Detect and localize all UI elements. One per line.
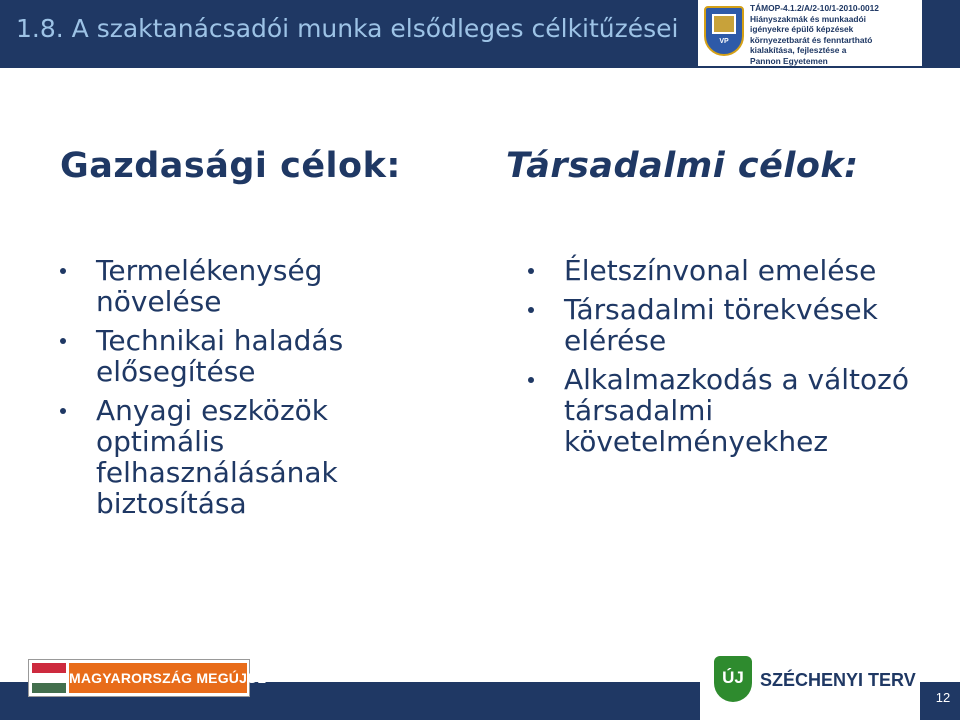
list-item <box>60 395 440 519</box>
uj-badge-icon <box>714 656 752 702</box>
list-item <box>528 255 948 286</box>
hungarian-flag-icon <box>32 663 66 693</box>
logo-left-text: MAGYARORSZÁG MEGÚJUL <box>69 663 247 693</box>
project-info-box <box>698 0 922 68</box>
list-item-text: Társadalmi törekvések elérése <box>564 293 878 357</box>
bullet-icon <box>60 338 66 344</box>
bullet-icon <box>528 377 534 383</box>
bullet-icon <box>528 307 534 313</box>
list-item-text: Termelékenység növelése <box>96 254 323 318</box>
economic-goals-heading: Gazdasági célok: <box>60 146 401 186</box>
project-line: TÁMOP-4.1.2/A/2-10/1-2010-0012 <box>750 3 879 13</box>
project-line: kialakítása, fejlesztése a <box>750 45 847 56</box>
social-goals-list <box>528 255 948 465</box>
list-item <box>528 294 948 356</box>
slide-title: 1.8. A szaktanácsadói munka elsődleges célkitűzései <box>16 14 679 43</box>
project-line: Pannon Egyetemen <box>750 55 828 66</box>
list-item <box>528 364 948 457</box>
economic-goals-list <box>60 255 440 527</box>
university-crest-icon <box>704 6 744 56</box>
social-goals-heading: Társadalmi célok: <box>506 146 859 186</box>
header-right-strip <box>922 0 960 68</box>
list-item <box>60 325 440 387</box>
szechenyi-terv-logo <box>700 650 920 720</box>
list-item-text: Anyagi eszközök optimális felhasználásának biztosítása <box>96 394 338 520</box>
flag-green-stripe <box>32 683 66 693</box>
list-item-text: Életszínvonal emelése <box>564 254 877 287</box>
project-line: környezetbarát és fenntartható <box>750 34 873 45</box>
bullet-icon <box>528 268 534 274</box>
project-text <box>750 3 920 67</box>
crest-shield-icon <box>712 14 736 34</box>
magyarorszag-megujul-logo <box>28 659 267 697</box>
bullet-icon <box>60 408 66 414</box>
crest-label: VP <box>719 38 729 45</box>
page-number: 12 <box>935 690 951 705</box>
logo-right-text: SZÉCHENYI TERV <box>760 670 916 690</box>
project-line: igényekre épülő képzések <box>750 24 854 35</box>
list-item-text: Alkalmazkodás a változó társadalmi követelményekhez <box>564 363 909 458</box>
bullet-icon <box>60 268 66 274</box>
uj-badge-text: ÚJ <box>722 668 744 687</box>
flag-white-stripe <box>32 673 66 683</box>
project-line: Hiányszakmák és munkaadói <box>750 13 866 24</box>
list-item-text: Technikai haladás elősegítése <box>96 324 344 388</box>
flag-red-stripe <box>32 663 66 673</box>
list-item <box>60 255 440 317</box>
